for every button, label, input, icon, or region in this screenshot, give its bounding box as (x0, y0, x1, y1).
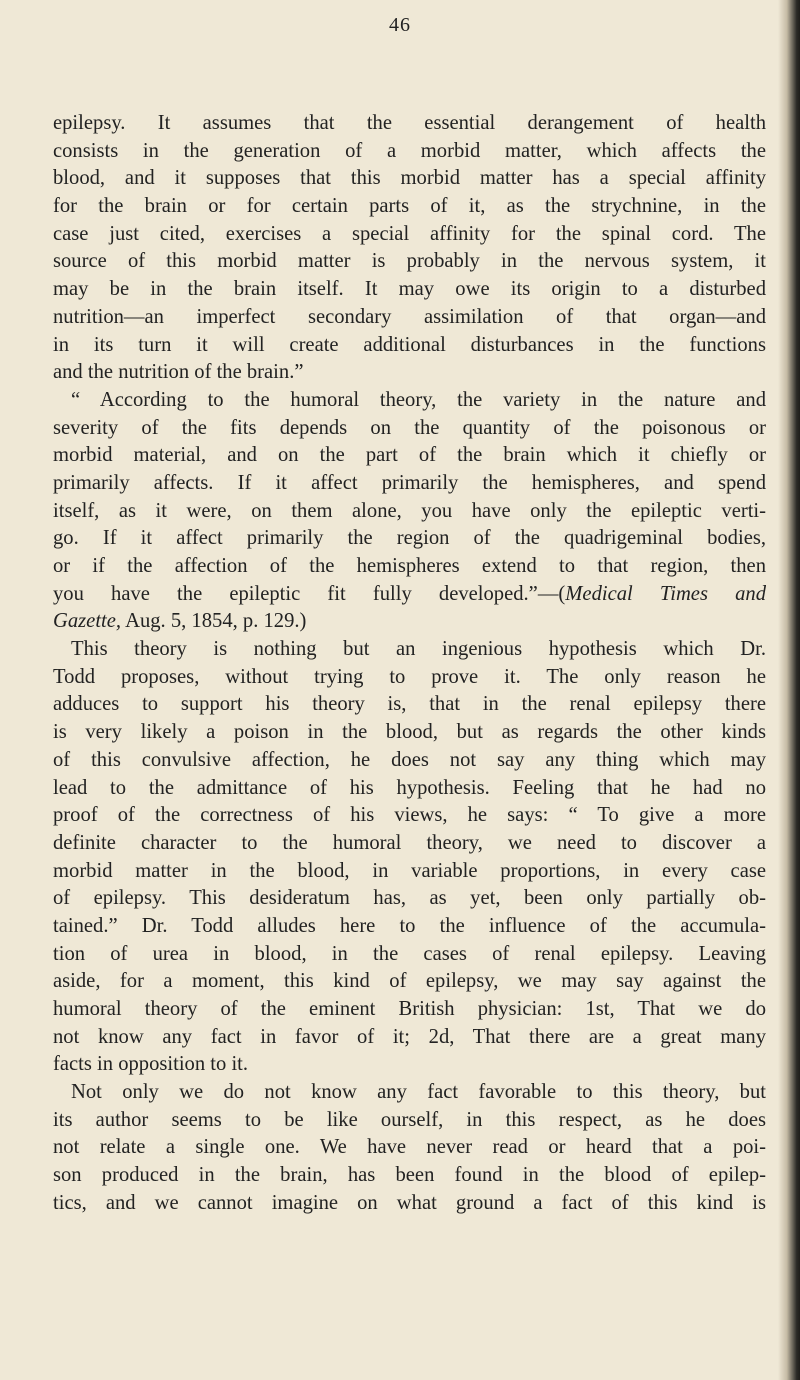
line-text: go. If it affect primarily the region of the quadrigeminal bodies, (53, 527, 766, 550)
text-line (53, 304, 766, 332)
text-line (53, 1162, 766, 1190)
line-text: Not only we do not know any fact favorable to this theory, but (71, 1081, 766, 1104)
text-line (53, 332, 766, 360)
line-text: primarily affects. If it affect primarily the hemispheres, and spend (53, 471, 766, 494)
text-line (53, 470, 766, 498)
line-text: severity of the fits depends on the quantity of the poisonous or (53, 416, 766, 439)
text-line (53, 1024, 766, 1052)
line-text: source of this morbid matter is probably in the nervous system, it (53, 250, 766, 273)
citation-italic: Gazette, (53, 610, 122, 633)
line-text: definite character to the humoral theory, we need to discover a (53, 831, 766, 854)
line-text: This theory is nothing but an ingenious hypothesis which Dr. (71, 638, 766, 661)
line-text: son produced in the brain, has been found in the blood of epilep- (53, 1164, 766, 1187)
text-line (53, 941, 766, 969)
text-line (53, 1190, 766, 1218)
line-text: its author seems to be like ourself, in this respect, as he does (53, 1108, 766, 1131)
text-line (53, 581, 766, 609)
text-line (53, 525, 766, 553)
text-line (53, 221, 766, 249)
text-line (53, 858, 766, 886)
citation-italic: Medical Times and (565, 582, 766, 605)
line-text: tics, and we cannot imagine on what ground a fact of this kind is (53, 1191, 766, 1214)
line-text: humoral theory of the eminent British physician: 1st, That we do (53, 998, 766, 1020)
line-text: tion of urea in blood, in the cases of renal epilepsy. Leaving (53, 942, 766, 965)
line-text: not relate a single one. We have never read or heard that a poi- (53, 1136, 766, 1159)
text-line (53, 276, 766, 304)
page-edge-shadow (778, 0, 800, 1380)
line-text: or if the affection of the hemispheres extend to that region, then (53, 555, 766, 577)
text-line (53, 885, 766, 913)
line-text: of epilepsy. This desideratum has, as yet, been only partially ob- (53, 887, 766, 910)
text-line (53, 248, 766, 276)
line-text: nutrition—an imperfect secondary assimilation of that organ—and (53, 305, 766, 328)
text-line (53, 359, 766, 387)
line-text: not know any fact in favor of it; 2d, That there are a great many (53, 1025, 766, 1048)
line-text: epilepsy. It assumes that the essential derangement of health (53, 112, 766, 134)
line-text: tained.” Dr. Todd alludes here to the influence of the accumula- (53, 914, 766, 937)
line-text: aside, for a moment, this kind of epilepsy, we may say against the (53, 970, 766, 993)
text-line (53, 691, 766, 719)
line-text: you have the epileptic fit fully developed.”—( (53, 582, 566, 605)
line-text: may be in the brain itself. It may owe its origin to a disturbed (53, 278, 766, 301)
line-text: proof of the correctness of his views, he says: “ To give a more (53, 804, 766, 827)
line-text: facts in opposition to it. (53, 1053, 249, 1076)
page-number: 46 (389, 14, 411, 36)
body-text (53, 110, 766, 1218)
text-line (53, 442, 766, 470)
line-text: morbid material, and on the part of the brain which it chiefly or (53, 444, 766, 467)
line-text: case just cited, exercises a special affinity for the spinal cord. The (53, 222, 766, 245)
text-line (53, 165, 766, 193)
line-text: morbid matter in the blood, in variable proportions, in every case (53, 859, 766, 882)
line-text: blood, and it supposes that this morbid matter has a special affinity (53, 167, 766, 190)
text-line (53, 747, 766, 775)
text-line (53, 1079, 766, 1107)
line-text: itself, as it were, on them alone, you have only the epileptic verti- (53, 499, 766, 522)
line-text: Todd proposes, without trying to prove it. The only reason he (53, 665, 766, 688)
text-line (53, 193, 766, 221)
text-line (53, 110, 766, 138)
text-line (53, 664, 766, 692)
text-line (53, 608, 766, 636)
text-line (53, 775, 766, 803)
text-line (53, 415, 766, 443)
text-line (53, 636, 766, 664)
line-text: lead to the admittance of his hypothesis. Feeling that he had no (53, 776, 766, 799)
text-line (53, 553, 766, 581)
line-text: “ According to the humoral theory, the variety in the nature and (71, 388, 766, 411)
line-text: and the nutrition of the brain.” (53, 361, 304, 384)
text-line (53, 802, 766, 830)
text-line (53, 830, 766, 858)
line-text: adduces to support his theory is, that in the renal epilepsy there (53, 693, 766, 716)
text-line (53, 913, 766, 941)
line-text: is very likely a poison in the blood, but as regards the other kinds (53, 721, 766, 744)
line-text-after: Aug. 5, 1854, p. 129.) (121, 610, 307, 633)
text-line (53, 968, 766, 996)
text-line (53, 996, 766, 1024)
line-text: of this convulsive affection, he does not say any thing which may (53, 748, 766, 771)
text-line (53, 719, 766, 747)
line-text: consists in the generation of a morbid matter, which affects the (53, 139, 766, 162)
text-line (53, 1107, 766, 1135)
line-text: for the brain or for certain parts of it, as the strychnine, in the (53, 195, 766, 218)
text-line (53, 387, 766, 415)
line-text: in its turn it will create additional disturbances in the functions (53, 333, 766, 356)
text-line (53, 498, 766, 526)
text-line (53, 1051, 766, 1079)
text-line (53, 1134, 766, 1162)
text-line (53, 138, 766, 166)
